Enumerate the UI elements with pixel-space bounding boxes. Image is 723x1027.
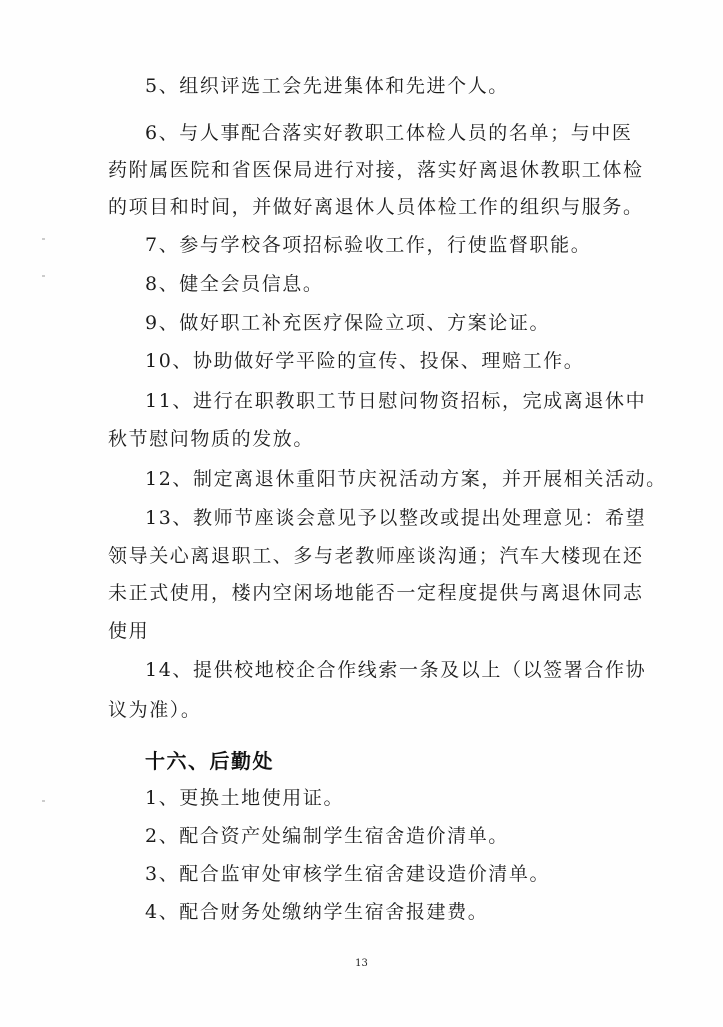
scan-artifact <box>42 238 45 240</box>
list-item-6-line-1: 6、与人事配合落实好教职工体检人员的名单；与中医 <box>145 122 633 144</box>
list-item-14-line-2: 议为准）。 <box>108 699 202 721</box>
list-item-11-line-2: 秋节慰问物质的发放。 <box>108 428 315 450</box>
list-item-9: 9、做好职工补充医疗保险立项、方案论证。 <box>145 312 551 334</box>
list-item-8: 8、健全会员信息。 <box>145 273 324 295</box>
page-number: 13 <box>355 958 368 969</box>
section-heading-logistics: 十六、后勤处 <box>145 749 274 773</box>
list-item-11-line-1: 11、进行在职教职工节日慰问物资招标，完成离退休中 <box>145 390 647 412</box>
list-item-5: 5、组织评选工会先进集体和先进个人。 <box>145 75 509 97</box>
scan-artifact <box>42 800 45 802</box>
logistics-item-1: 1、更换土地使用证。 <box>145 787 345 809</box>
list-item-13-line-1: 13、教师节座谈会意见予以整改或提出处理意见：希望 <box>145 507 647 529</box>
list-item-12: 12、制定离退休重阳节庆祝活动方案，并开展相关活动。 <box>145 468 667 490</box>
list-item-14-line-1: 14、提供校地校企合作线索一条及以上（以签署合作协 <box>145 659 647 681</box>
logistics-item-4: 4、配合财务处缴纳学生宿舍报建费。 <box>145 901 489 923</box>
list-item-7: 7、参与学校各项招标验收工作，行使监督职能。 <box>145 234 592 256</box>
list-item-10: 10、协助做好学平险的宣传、投保、理赔工作。 <box>145 350 585 372</box>
scan-artifact <box>42 275 45 277</box>
list-item-6-line-2: 药附属医院和省医保局进行对接，落实好离退休教职工体检 <box>108 159 644 181</box>
list-item-13-line-2: 领导关心离退职工、多与老教师座谈沟通；汽车大楼现在还 <box>108 545 644 567</box>
list-item-6-line-3: 的项目和时间，并做好离退休人员体检工作的组织与服务。 <box>108 196 644 218</box>
logistics-item-2: 2、配合资产处编制学生宿舍造价清单。 <box>145 825 509 847</box>
list-item-13-line-4: 使用 <box>108 620 150 642</box>
list-item-13-line-3: 未正式使用，楼内空闲场地能否一定程度提供与离退休同志 <box>108 582 644 604</box>
logistics-item-3: 3、配合监审处审核学生宿舍建设造价清单。 <box>145 863 551 885</box>
